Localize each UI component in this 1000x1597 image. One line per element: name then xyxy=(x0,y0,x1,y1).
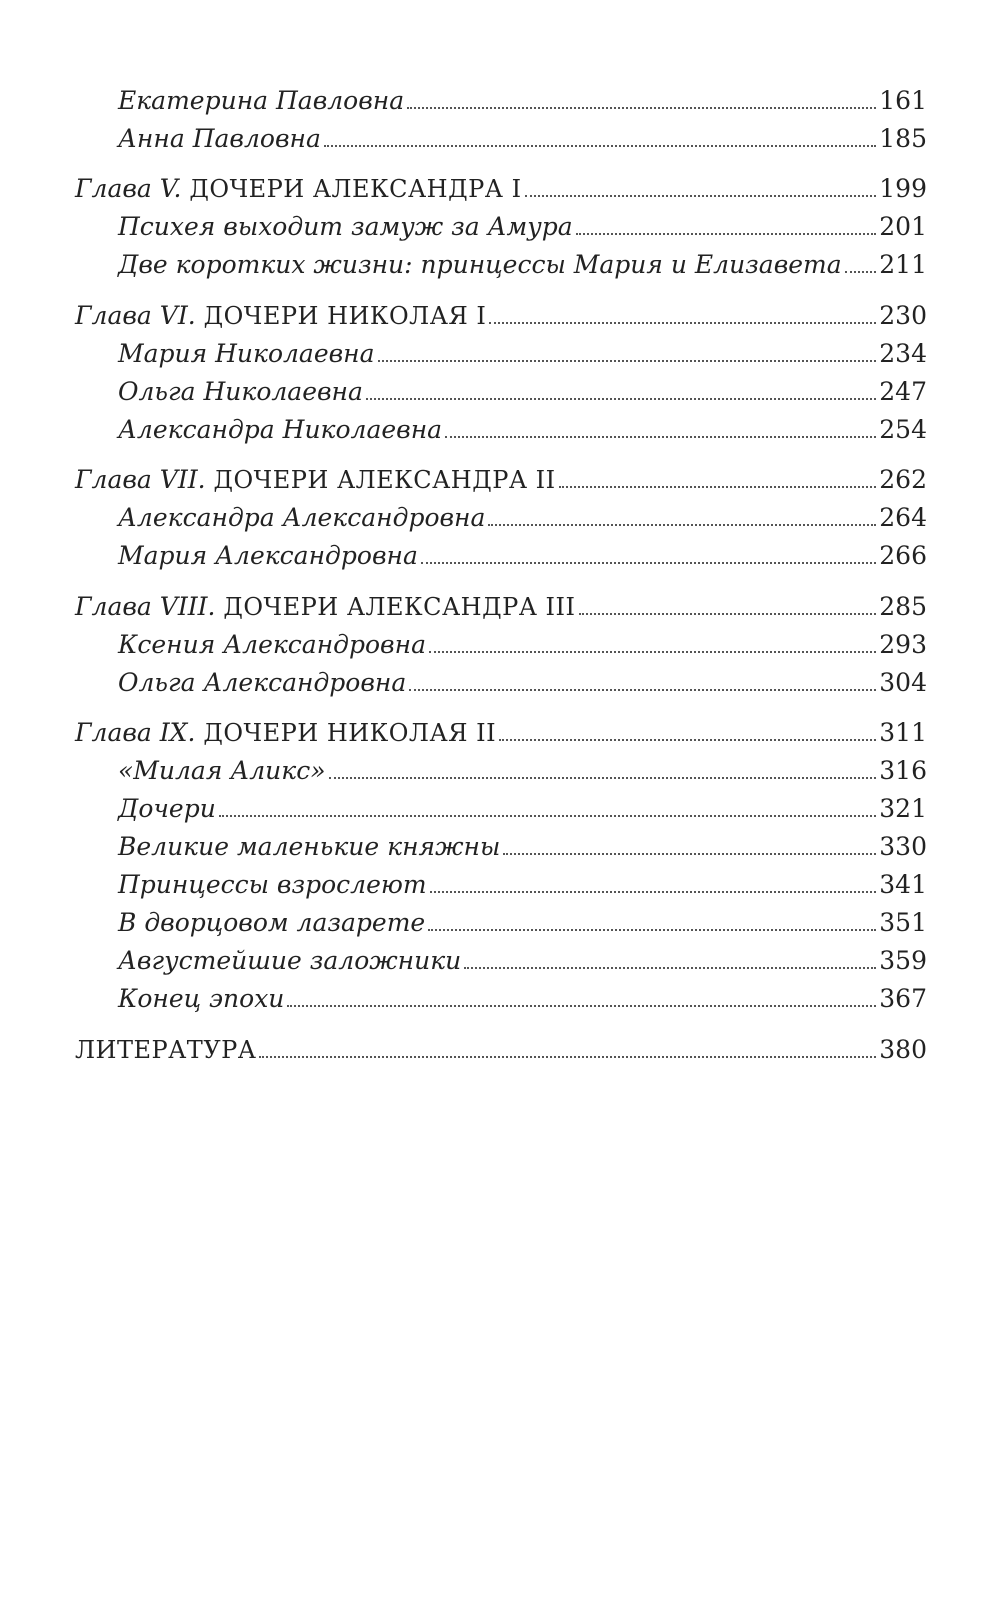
toc-entry xyxy=(118,80,927,116)
toc-page-number: 285 xyxy=(879,592,927,621)
dot-leader xyxy=(488,524,876,526)
dot-leader xyxy=(445,436,876,438)
toc-page-number: 161 xyxy=(879,86,927,115)
toc-page-number: 199 xyxy=(879,174,927,203)
toc-literature-entry xyxy=(75,1029,927,1065)
dot-leader xyxy=(409,689,876,691)
toc-entry-title: Ксения Александровна xyxy=(118,630,426,659)
dot-leader xyxy=(429,651,876,653)
dot-leader xyxy=(845,271,877,273)
chapter-label: Глава VIII. xyxy=(75,592,216,621)
toc-entry-title: Две коротких жизни: принцессы Мария и Елизавета xyxy=(118,250,842,279)
toc-entry-title: Психея выходит замуж за Амура xyxy=(118,212,573,241)
dot-leader xyxy=(378,360,877,362)
toc-entry xyxy=(118,333,927,369)
toc-entry xyxy=(118,206,927,242)
toc-chapter-heading xyxy=(75,592,576,622)
dot-leader xyxy=(324,145,876,147)
dot-leader xyxy=(366,398,876,400)
toc-page-number: 304 xyxy=(879,668,927,697)
toc-entry xyxy=(118,371,927,407)
toc-entry xyxy=(118,826,927,862)
toc-entry-title: Ольга Александровна xyxy=(118,668,407,697)
toc-entry-title: В дворцовом лазарете xyxy=(118,908,426,937)
toc-chapter-entry xyxy=(75,168,927,204)
toc-entry-title: Мария Николаевна xyxy=(118,339,375,368)
chapter-title: ДОЧЕРИ НИКОЛАЯ I xyxy=(203,302,487,330)
toc-entry xyxy=(118,978,927,1014)
dot-leader xyxy=(407,107,876,109)
dot-leader xyxy=(464,967,876,969)
toc-page-number: 211 xyxy=(879,250,927,279)
dot-leader xyxy=(503,853,876,855)
toc-page-number: 264 xyxy=(879,503,927,532)
toc-entry xyxy=(118,788,927,824)
dot-leader xyxy=(287,1005,876,1007)
toc-entry xyxy=(118,535,927,571)
toc-page-number: 262 xyxy=(879,465,927,494)
toc-page-number: 316 xyxy=(879,756,927,785)
toc-entry-title: Великие маленькие княжны xyxy=(118,832,501,861)
toc-entry xyxy=(118,902,927,938)
dot-leader xyxy=(219,815,876,817)
toc-entry xyxy=(118,118,927,154)
dot-leader xyxy=(499,739,876,741)
toc-page-number: 351 xyxy=(879,908,927,937)
toc-chapter-entry xyxy=(75,712,927,748)
toc-entry xyxy=(118,497,927,533)
dot-leader xyxy=(576,233,877,235)
toc-entry xyxy=(118,409,927,445)
toc-page-number: 321 xyxy=(879,794,927,823)
dot-leader xyxy=(259,1056,876,1058)
toc-page-number: 330 xyxy=(879,832,927,861)
chapter-label: Глава VI. xyxy=(75,301,196,330)
chapter-label: Глава IX. xyxy=(75,718,196,747)
chapter-title: ДОЧЕРИ АЛЕКСАНДРА II xyxy=(213,466,556,494)
toc-entry xyxy=(118,662,927,698)
dot-leader xyxy=(489,322,876,324)
dot-leader xyxy=(421,562,876,564)
toc-entry xyxy=(118,864,927,900)
dot-leader xyxy=(430,891,877,893)
toc-chapter-heading xyxy=(75,301,486,331)
toc-entry-title: Дочери xyxy=(118,794,216,823)
toc-page-number: 254 xyxy=(879,415,927,444)
chapter-title: ДОЧЕРИ АЛЕКСАНДРА III xyxy=(223,593,576,621)
toc-page-number: 359 xyxy=(879,946,927,975)
toc-entry-title: Ольга Николаевна xyxy=(118,377,363,406)
dot-leader xyxy=(525,195,877,197)
toc-entry-title: ЛИТЕРАТУРА xyxy=(75,1036,257,1064)
toc-entry-title: Мария Александровна xyxy=(118,541,418,570)
toc-page-number: 230 xyxy=(879,301,927,330)
toc-entry-title: Александра Александровна xyxy=(118,503,486,532)
toc-entry xyxy=(118,624,927,660)
toc-entry xyxy=(118,244,927,280)
toc-page-number: 311 xyxy=(879,718,927,747)
toc-entry-title: Конец эпохи xyxy=(118,984,285,1013)
chapter-title: ДОЧЕРИ НИКОЛАЯ II xyxy=(203,719,497,747)
toc-entry-title: Анна Павловна xyxy=(118,124,321,153)
toc-page-number: 266 xyxy=(879,541,927,570)
toc-page-number: 234 xyxy=(879,339,927,368)
toc-page-number: 201 xyxy=(879,212,927,241)
chapter-label: Глава V. xyxy=(75,174,182,203)
chapter-title: ДОЧЕРИ АЛЕКСАНДРА I xyxy=(189,175,522,203)
toc-chapter-entry xyxy=(75,295,927,331)
toc-entry-title: Августейшие заложники xyxy=(118,946,462,975)
toc-entry-title: Александра Николаевна xyxy=(118,415,443,444)
toc-entry xyxy=(118,940,927,976)
toc-chapter-heading xyxy=(75,465,556,495)
chapter-label: Глава VII. xyxy=(75,465,206,494)
toc-entry xyxy=(118,750,927,786)
toc-chapter-entry xyxy=(75,459,927,495)
toc-page-number: 247 xyxy=(879,377,927,406)
dot-leader xyxy=(559,486,877,488)
toc-page-number: 367 xyxy=(879,984,927,1013)
toc-chapter-heading xyxy=(75,718,496,748)
toc-entry-title: Екатерина Павловна xyxy=(118,86,405,115)
toc-page-number: 293 xyxy=(879,630,927,659)
dot-leader xyxy=(428,929,876,931)
toc-page-number: 380 xyxy=(879,1035,927,1064)
toc-chapter-heading xyxy=(75,174,522,204)
dot-leader xyxy=(579,613,877,615)
toc-chapter-entry xyxy=(75,586,927,622)
toc-entry-title: «Милая Аликс» xyxy=(118,756,326,785)
toc-page-number: 185 xyxy=(879,124,927,153)
toc-entry-title: Принцессы взрослеют xyxy=(118,870,427,899)
toc-page-number: 341 xyxy=(879,870,927,899)
dot-leader xyxy=(329,777,877,779)
